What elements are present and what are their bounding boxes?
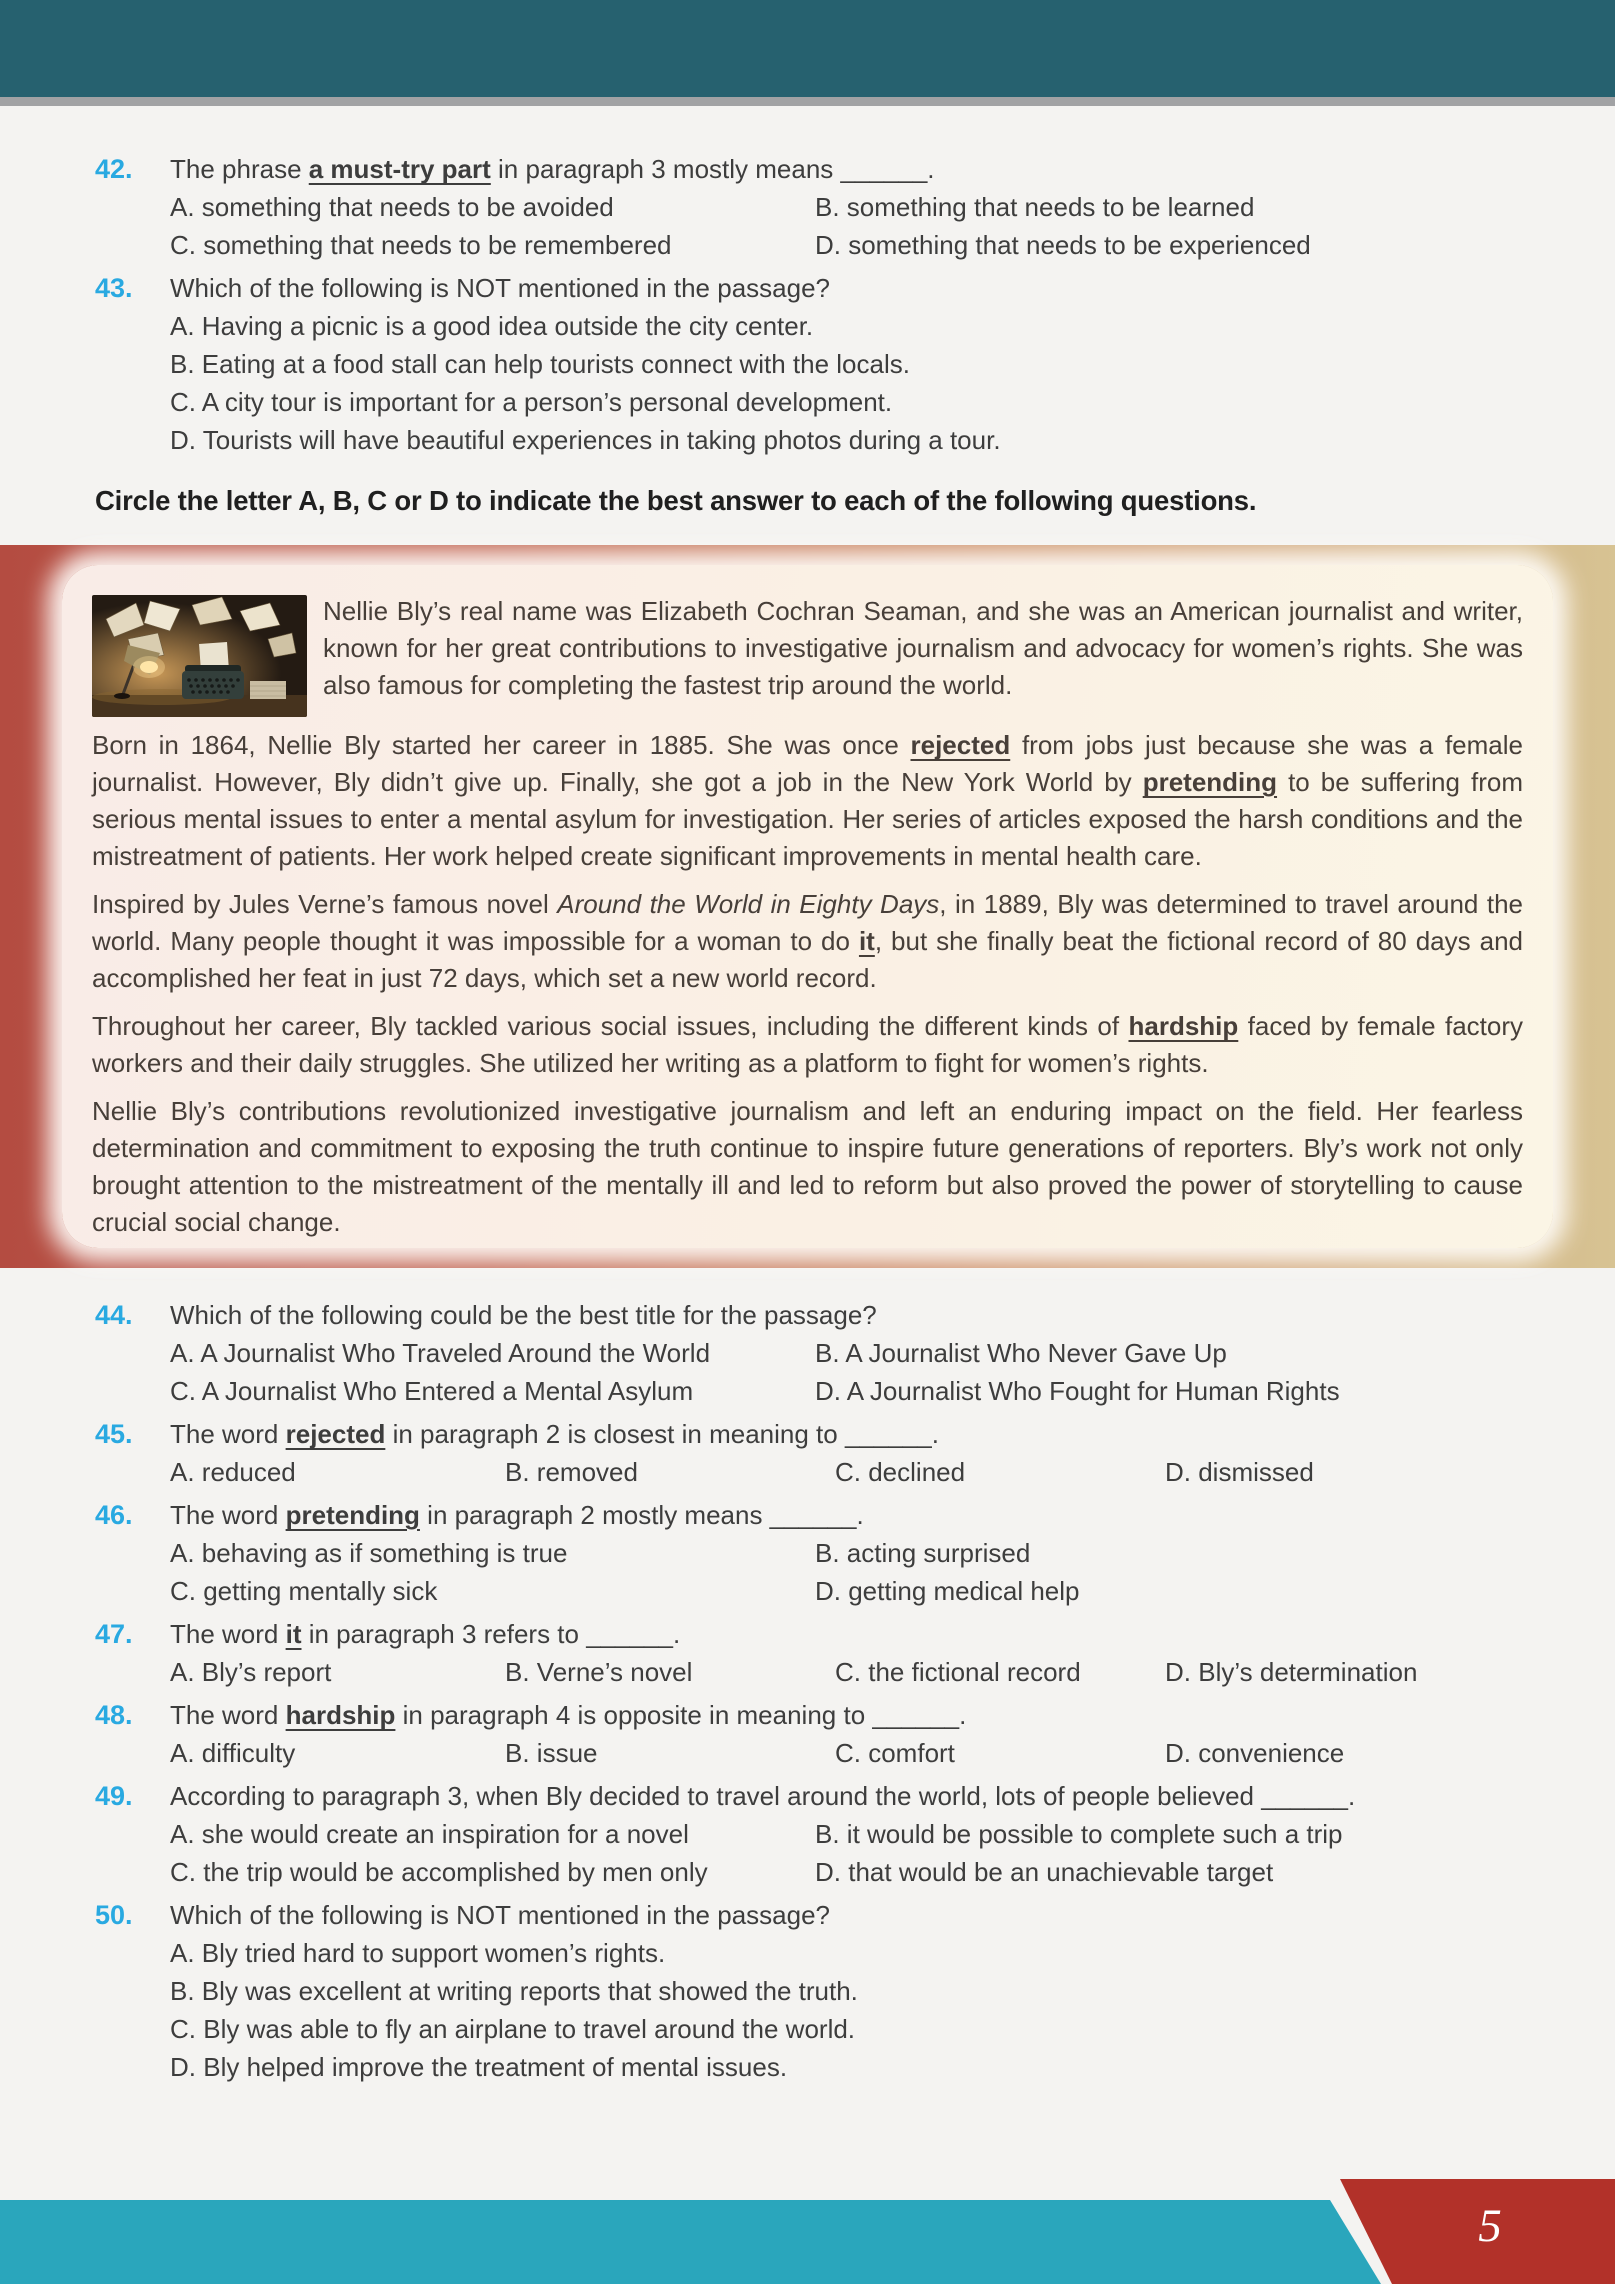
option: A. behaving as if something is true	[170, 1538, 568, 1568]
question	[95, 1496, 1545, 1610]
option: C. the trip would be accomplished by men only	[170, 1857, 708, 1887]
instruction-line: Circle the letter A, B, C or D to indicate the best answer to each of the following questions.	[95, 485, 1257, 516]
option: D. something that needs to be experienced	[815, 230, 1311, 260]
option: D. convenience	[1165, 1738, 1345, 1768]
option: B. Bly was excellent at writing reports that showed the truth.	[170, 1976, 858, 2006]
header-divider-strip	[0, 97, 1615, 106]
option: D. that would be an unachievable target	[815, 1857, 1274, 1887]
question-number: 47.	[95, 1619, 133, 1649]
underlined-keyword: hardship	[285, 1700, 396, 1730]
option: B. Verne’s novel	[505, 1657, 693, 1687]
header-bar	[0, 0, 1615, 97]
question-text: The word hardship in paragraph 4 is opposite in meaning to ______.	[170, 1700, 967, 1730]
passage-paragraph: Nellie Bly’s real name was Elizabeth Cochran Seaman, and she was an American journalist and writer, known for her great contributions to investigative journalism and advocacy for women’s rights. She was also famous for completing the fastest trip around the world.	[323, 596, 1523, 700]
option: C. comfort	[835, 1738, 955, 1768]
option: C. A city tour is important for a person’s personal development.	[170, 387, 893, 417]
option: D. Bly helped improve the treatment of mental issues.	[170, 2052, 788, 2082]
question-options	[170, 1653, 1545, 1691]
question-options	[170, 307, 1545, 459]
question	[95, 1777, 1545, 1891]
question	[95, 1296, 1545, 1410]
option: B. it would be possible to complete such a trip	[815, 1819, 1343, 1849]
option: A. Having a picnic is a good idea outside the city center.	[170, 311, 814, 341]
option: B. Eating at a food stall can help tourists connect with the locals.	[170, 349, 910, 379]
question	[95, 1415, 1545, 1491]
option: A. Bly tried hard to support women’s rights.	[170, 1938, 666, 1968]
option: A. A Journalist Who Traveled Around the World	[170, 1338, 711, 1368]
question-number: 49.	[95, 1781, 133, 1811]
option: A. reduced	[170, 1457, 296, 1487]
question-options	[170, 1534, 1545, 1610]
option: B. issue	[505, 1738, 598, 1768]
question-number: 45.	[95, 1419, 133, 1449]
page-number: 5	[1478, 2200, 1502, 2252]
option: D. getting medical help	[815, 1576, 1080, 1606]
passage-paragraph: Inspired by Jules Verne’s famous novel Around the World in Eighty Days, in 1889, Bly was determined to travel around the world. Many people thought it was impossible for a woman to do it, but she finally beat the fictional record of 80 days and accomplished her feat in just 72 days, which set a new world record.	[92, 889, 1523, 993]
question-options	[170, 1453, 1545, 1491]
question-number: 46.	[95, 1500, 133, 1530]
option: A. difficulty	[170, 1738, 296, 1768]
underlined-keyword: it	[285, 1619, 302, 1649]
option: A. she would create an inspiration for a novel	[170, 1819, 689, 1849]
passage-image	[92, 595, 307, 717]
question-options	[170, 1815, 1545, 1891]
question-text: The word rejected in paragraph 2 is closest in meaning to ______.	[170, 1419, 939, 1449]
underlined-keyword: pretending	[285, 1500, 420, 1530]
option: C. declined	[835, 1457, 966, 1487]
question	[95, 269, 1545, 459]
passage-paragraph: Throughout her career, Bly tackled various social issues, including the different kinds of hardship faced by female factory workers and their daily struggles. She utilized her writing as a platform to fight for women’s rights.	[92, 1011, 1523, 1078]
option: B. A Journalist Who Never Gave Up	[815, 1338, 1227, 1368]
option: C. the fictional record	[835, 1657, 1081, 1687]
option: D. Bly’s determination	[1165, 1657, 1418, 1687]
question-number: 44.	[95, 1300, 133, 1330]
question-options	[170, 1734, 1545, 1772]
option: B. acting surprised	[815, 1538, 1031, 1568]
option: D. dismissed	[1165, 1457, 1314, 1487]
passage-paragraph: Nellie Bly’s contributions revolutionized investigative journalism and left an enduring impact on the field. Her fearless determination and commitment to exposing the truth continue to inspire future generations of reporters. Bly’s work not only brought attention to the mistreatment of the mentally ill and led to reform but also proved the power of storytelling to cause crucial social change.	[92, 1096, 1523, 1237]
question	[95, 150, 1545, 264]
option: C. something that needs to be remembered	[170, 230, 672, 260]
question-text: The word pretending in paragraph 2 mostly means ______.	[170, 1500, 864, 1530]
option: A. Bly’s report	[170, 1657, 332, 1687]
question-text: Which of the following could be the best title for the passage?	[170, 1300, 877, 1330]
question-number: 50.	[95, 1900, 133, 1930]
question	[95, 1615, 1545, 1691]
option: C. A Journalist Who Entered a Mental Asylum	[170, 1376, 694, 1406]
option: C. Bly was able to fly an airplane to travel around the world.	[170, 2014, 856, 2044]
question-options	[170, 1934, 1545, 2086]
question-text: The word it in paragraph 3 refers to ______.	[170, 1619, 681, 1649]
underlined-keyword: a must-try part	[308, 154, 491, 184]
option: D. A Journalist Who Fought for Human Rights	[815, 1376, 1340, 1406]
question-text: According to paragraph 3, when Bly decided to travel around the world, lots of people believed ______.	[170, 1781, 1356, 1811]
question-number: 42.	[95, 154, 133, 184]
question-text: Which of the following is NOT mentioned in the passage?	[170, 273, 830, 303]
question	[95, 1696, 1545, 1772]
question-text: Which of the following is NOT mentioned in the passage?	[170, 1900, 830, 1930]
option: B. something that needs to be learned	[815, 192, 1255, 222]
option: C. getting mentally sick	[170, 1576, 438, 1606]
option: A. something that needs to be avoided	[170, 192, 614, 222]
passage-inner	[62, 565, 1553, 1248]
question-options	[170, 188, 1545, 264]
passage-paragraph: Born in 1864, Nellie Bly started her career in 1885. She was once rejected from jobs just because she was a female journalist. However, Bly didn’t give up. Finally, she got a job in the New York World by pretending to be suffering from serious mental issues to enter a mental asylum for investigation. Her series of articles exposed the harsh conditions and the mistreatment of patients. Her work helped create significant improvements in mental health care.	[92, 730, 1523, 871]
question-number: 43.	[95, 273, 133, 303]
question	[95, 1896, 1545, 2086]
question-text: The phrase a must-try part in paragraph 3 mostly means ______.	[170, 154, 935, 184]
passage-box	[0, 545, 1615, 1268]
question-section-top	[95, 150, 1545, 517]
underlined-keyword: rejected	[285, 1419, 386, 1449]
option: B. removed	[505, 1457, 638, 1487]
option: D. Tourists will have beautiful experiences in taking photos during a tour.	[170, 425, 1001, 455]
question-section-bottom	[95, 1296, 1545, 2091]
typewriter-scene-illustration	[92, 595, 307, 717]
question-options	[170, 1334, 1545, 1410]
question-number: 48.	[95, 1700, 133, 1730]
